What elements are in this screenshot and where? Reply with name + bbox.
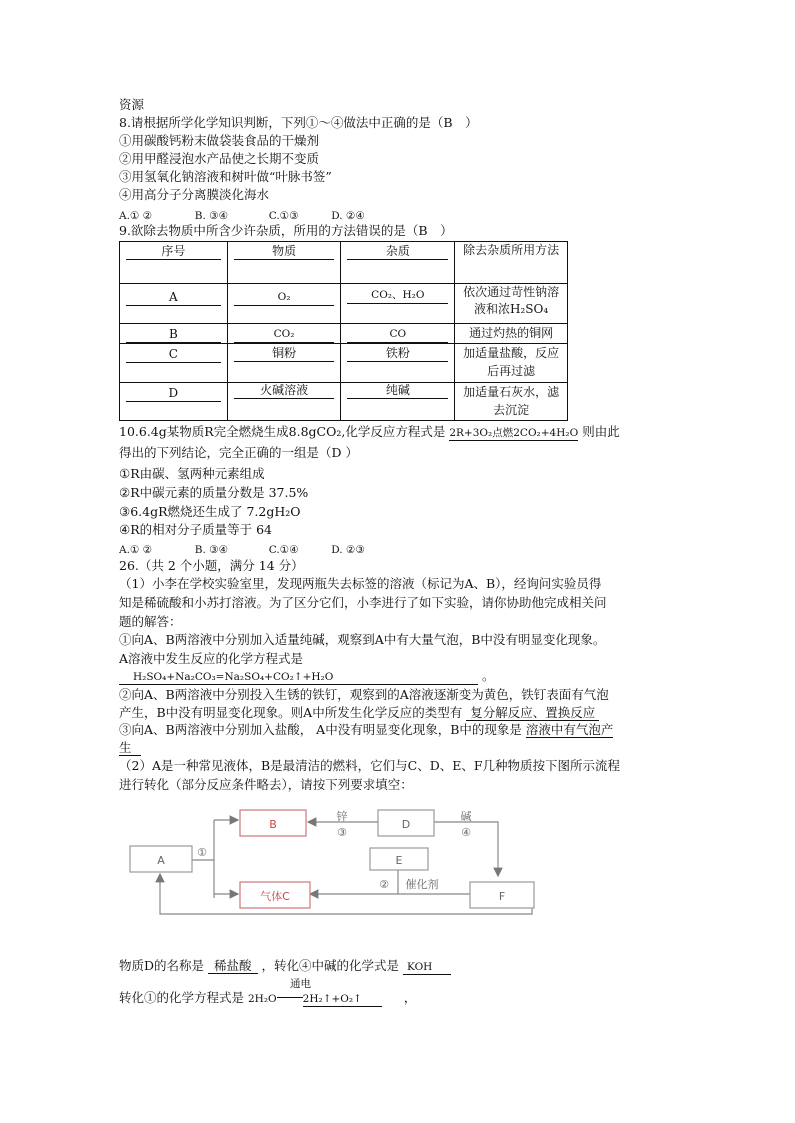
q26-s2: ②向A、B两溶液中分别投入生锈的铁钉，观察到的A溶液逐渐变为黄色，铁钉表面有气泡 — [119, 687, 609, 702]
q10-item-2: ②R中碳元素的质量分数是 37.5% — [119, 485, 309, 500]
q26-eq-line — [119, 990, 416, 1007]
q10-stem-c: 得出的下列结论，完全正确的一组是（D ） — [119, 445, 358, 460]
header-cell: 物质 — [227, 242, 341, 284]
q26-answer-eq-2: 2H₂↑+O₂↑ — [303, 992, 382, 1007]
table-cell: 依次通过苛性钠溶液和浓H₂SO₄ — [455, 284, 568, 324]
table-cell: O₂ — [227, 284, 341, 324]
q26-comma: ， — [403, 990, 417, 1005]
q26-answer-2: 复分解反应、置换反应 — [466, 706, 599, 721]
label-e: E — [395, 854, 403, 867]
q8-item-1: ①用碳酸钙粉末做袋装食品的干燥剂 — [119, 133, 320, 148]
table-cell: 加适量盐酸，反应后再过滤 — [455, 344, 568, 383]
label-a: A — [157, 854, 165, 867]
q9-table — [119, 241, 568, 421]
q10-options — [119, 542, 365, 558]
label-f: F — [498, 890, 506, 903]
q8-option-c: C.①③ — [268, 210, 299, 222]
q26-period: 。 — [481, 668, 495, 683]
flow-diagram — [126, 806, 566, 918]
q26-s1b: A溶液中发生反应的化学方程式是 — [119, 651, 304, 666]
q26-p1: （1）小李在学校实验室里，发现两瓶失去标签的溶液（标记为A、B），经询问实验员得 — [119, 576, 602, 591]
table-cell: A — [120, 284, 228, 324]
q26-answer-3a: 溶液中有气泡产 — [525, 722, 614, 737]
q26-p4: （2）A是一种常见液体，B是最清洁的燃料，它们与C、D、E、F几种物质按下图所示流程 — [119, 758, 621, 773]
q10-stem-b: 则由此 — [582, 424, 620, 439]
label-num-4: ④ — [461, 826, 471, 839]
label-num-3: ③ — [337, 826, 347, 839]
q10-item-1: ①R由碳、氢两种元素组成 — [119, 466, 265, 481]
q10-stem-a: 10.6.4g某物质R完全燃烧生成8.8gCO₂,化学反应方程式是 — [119, 424, 446, 439]
q26-answer-3b-line — [119, 740, 141, 756]
table-row — [120, 344, 568, 383]
table-row — [120, 324, 568, 344]
q26-p2: 知是稀硫酸和小苏打溶液。为了区分它们，小李进行了如下实验，请你协助他完成相关问 — [119, 595, 607, 610]
q8-options — [119, 208, 365, 224]
q26-s3-line — [119, 722, 613, 738]
label-zinc: 锌 — [336, 810, 348, 823]
q26-eq-condition: 通电 — [290, 978, 311, 990]
q10-item-3: ③6.4gR燃烧还生成了 7.2gH₂O — [119, 504, 301, 519]
q10-option-b: B. ③④ — [194, 544, 228, 556]
q26-q-d: 物质D的名称是 — [119, 958, 205, 973]
q8-item-2: ②用甲醛浸泡水产品使之长期不变质 — [119, 151, 320, 166]
q8-option-b: B. ③④ — [194, 210, 228, 222]
q10-stem-line — [119, 424, 620, 441]
q26-q-eq: 转化①的化学方程式是 — [119, 990, 245, 1005]
q26-q-base: ，转化④中碱的化学式是 — [261, 958, 400, 973]
label-catalyst: 催化剂 — [405, 878, 439, 891]
q26-p3: 题的解答： — [119, 614, 182, 629]
q26-d-line — [119, 958, 451, 975]
table-cell: CO — [341, 324, 455, 344]
table-cell: CO₂、H₂O — [341, 284, 455, 324]
table-row — [120, 284, 568, 324]
table-cell: 铁粉 — [341, 344, 455, 383]
table-cell: D — [120, 383, 228, 421]
table-cell: B — [120, 324, 228, 344]
q10-option-a: A.① ② — [119, 544, 153, 556]
label-base: 碱 — [460, 810, 472, 823]
q26-answer-d: 稀盐酸 — [208, 959, 258, 974]
q26-answer-1: H₂SO₄+Na₂CO₃=Na₂SO₄+CO₂↑+H₂O — [119, 670, 478, 685]
q26-title: 26.（共 2 个小题，满分 14 分） — [119, 558, 304, 573]
header-cell: 杂质 — [341, 242, 455, 284]
q26-s2b-line — [119, 705, 599, 721]
q8-item-4: ④用高分子分离膜淡化海水 — [119, 187, 270, 202]
q26-s2b: 产生，B中没有明显变化现象。则A中所发生化学反应的类型有 — [119, 705, 463, 720]
table-header-row — [120, 242, 568, 284]
table-cell: C — [120, 344, 228, 383]
header-text: 资源 — [119, 97, 145, 112]
q10-option-c: C.①④ — [268, 544, 299, 556]
table-cell: 火碱溶液 — [227, 383, 341, 421]
table-cell: 通过灼热的铜网 — [455, 324, 568, 344]
q26-answer-eq: 2H₂O — [248, 993, 277, 1005]
label-num-1: ① — [197, 846, 207, 859]
label-b: B — [269, 818, 277, 831]
q26-s3: ③向A、B两溶液中分别加入盐酸， A中没有明显变化现象，B中的现象是 — [119, 722, 522, 737]
q26-p5: 进行转化（部分反应条件略去），请按下列要求填空： — [119, 777, 413, 792]
header-cell: 序号 — [120, 242, 228, 284]
table-cell: CO₂ — [227, 324, 341, 344]
q8-option-a: A.① ② — [119, 210, 153, 222]
q26-s1: ①向A、B两溶液中分别加入适量纯碱，观察到A中有大量气泡，B中没有明显变化现象。 — [119, 632, 606, 647]
table-cell: 加适量石灰水，滤去沉淀 — [455, 383, 568, 421]
label-num-2: ② — [379, 878, 389, 891]
q26-answer-base: KOH — [403, 960, 451, 975]
q9-stem: 9.欲除去物质中所含少许杂质，所用的方法错误的是（B ） — [119, 223, 453, 238]
header-cell: 除去杂质所用方法 — [455, 242, 568, 284]
q8-option-d: D. ②④ — [331, 210, 365, 222]
q8-item-3: ③用氢氧化钠溶液和树叶做“叶脉书签” — [119, 169, 332, 184]
table-cell: 纯碱 — [341, 383, 455, 421]
table-row — [120, 383, 568, 421]
q10-equation: 2R+3O₂点燃2CO₂+4H₂O — [449, 427, 579, 439]
label-c: 气体C — [260, 890, 290, 903]
label-d: D — [401, 818, 411, 831]
q8-stem: 8.请根据所学化学知识判断，下列①～④做法中正确的是（B ） — [119, 115, 478, 130]
q10-item-4: ④R的相对分子质量等于 64 — [119, 522, 272, 537]
q10-option-d: D. ②③ — [331, 544, 365, 556]
q26-answer-3b: 生 — [119, 741, 141, 756]
table-cell: 铜粉 — [227, 344, 341, 383]
q26-answer-1-line — [119, 668, 495, 685]
